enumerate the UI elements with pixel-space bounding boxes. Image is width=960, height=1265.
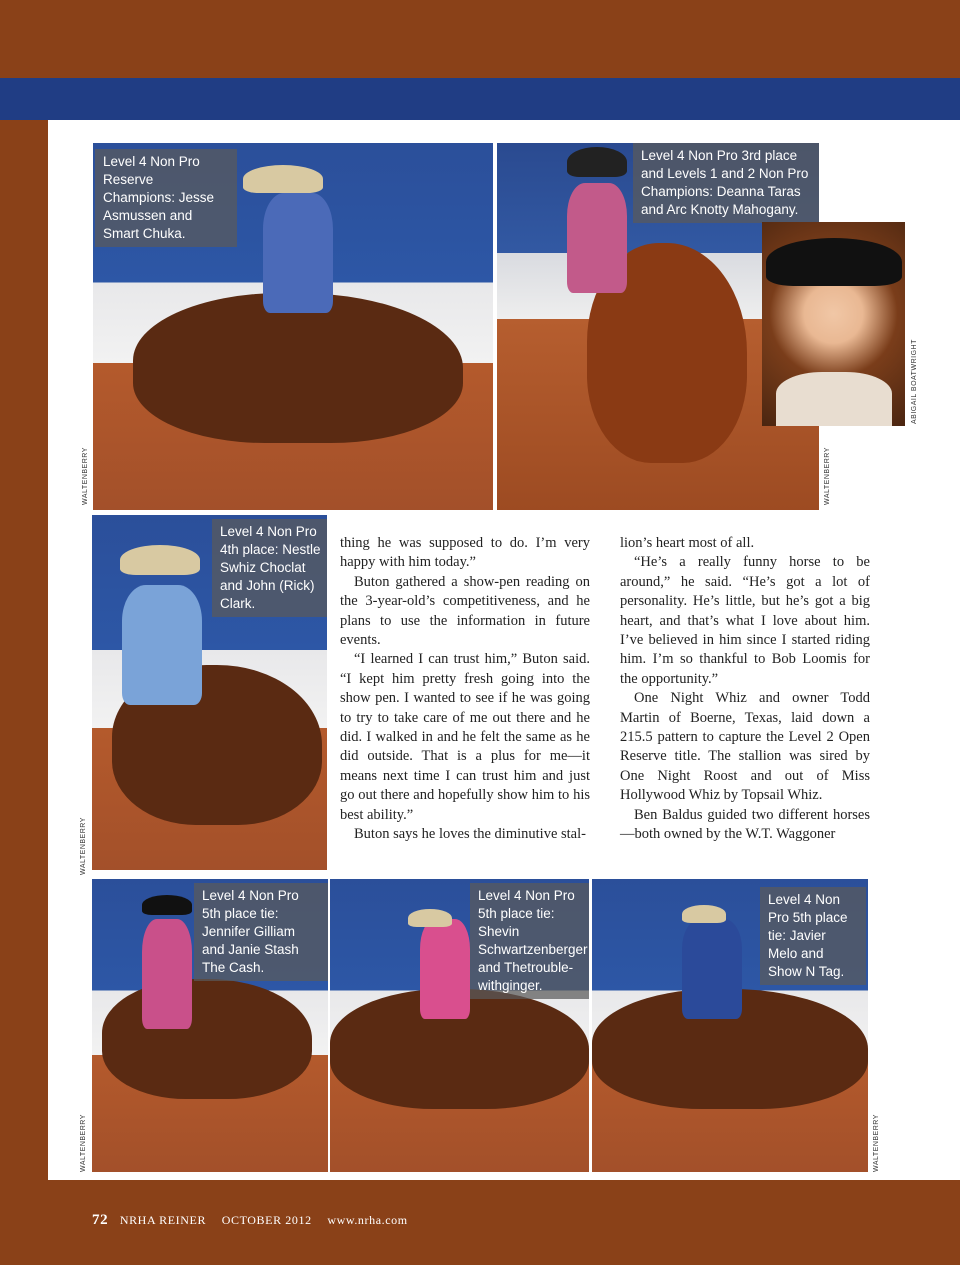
photo-credit: WALTENBERRY [80, 817, 87, 875]
photo-credit: WALTENBERRY [82, 447, 89, 505]
photo-jennifer-gilliam [92, 879, 328, 1172]
photo-credit: WALTENBERRY [80, 1114, 87, 1172]
blue-header-band [0, 78, 960, 120]
top-brown-band [0, 0, 960, 78]
photo-shevin-schwartzenberger [330, 879, 589, 1172]
caption-bottom-1: Level 4 Non Pro 5th place tie: Jennifer Gilliam and Janie Stash The Cash. [194, 883, 328, 981]
paragraph: “He’s a really funny horse to be around,” he said. “He’s got a lot of personality. He’s little, but he’s got a big heart, and that’s what I love about him. I’ve believed in him since I started riding him. I’m so thankful to Bob Loomis for the opportunity.” [620, 554, 870, 687]
photo-javier-melo [592, 879, 868, 1172]
left-brown-margin [0, 120, 48, 1265]
article-column-1 [340, 534, 590, 845]
issue-date: OCTOBER 2012 [221, 1213, 312, 1227]
photo-john-clark [92, 515, 327, 870]
page-number: 72 [92, 1212, 109, 1228]
paragraph: Buton gathered a show-pen reading on the 3-year-old’s competitiveness, and he plans to use the information in future events. [340, 573, 590, 649]
paragraph: lion’s heart most of all. [620, 535, 755, 551]
paragraph: One Night Whiz and owner Todd Martin of Boerne, Texas, laid down a 215.5 pattern to capture the Level 2 Open Reserve title. The stallion was sired by One Night Roost and out of Miss Hollywood Whiz by Topsail Whiz. [620, 690, 870, 804]
article-column-2 [620, 534, 870, 845]
caption-top-right: Level 4 Non Pro 3rd place and Levels 1 and 2 Non Pro Champions: Deanna Taras and Arc Knotty Mahogany. [633, 143, 819, 223]
paragraph: “I learned I can trust him,” Buton said. “I kept him pretty fresh going into the show pen. I wanted to see if he was going to try to take care of me out there and he did. I walked in and he felt the same as he did outside. That is a plus for me—it means next time I can trust him and just go out there and hopefully show him to his best ability.” [340, 651, 590, 823]
paragraph: Ben Baldus guided two different horses—both owned by the W.T. Waggoner [620, 806, 870, 843]
caption-bottom-2: Level 4 Non Pro 5th place tie: Shevin Schwartzenberger and Thetrouble-withginger. [470, 883, 589, 999]
paragraph: thing he was supposed to do. I’m very happy with him today.” [340, 535, 590, 571]
page-footer [92, 1212, 420, 1229]
photo-credit: ABIGAIL BOATWRIGHT [911, 339, 918, 424]
paragraph: Buton says he loves the diminutive stal- [354, 826, 586, 843]
website-link[interactable]: www.nrha.com [327, 1213, 408, 1227]
photo-jesse-asmussen [93, 143, 493, 510]
caption-mid-left: Level 4 Non Pro 4th place: Nestle Swhiz Choclat and John (Rick) Clark. [212, 519, 327, 617]
magazine-name: NRHA REINER [119, 1213, 207, 1227]
photo-credit: WALTENBERRY [824, 447, 831, 505]
photo-credit: WALTENBERRY [873, 1114, 880, 1172]
caption-top-left: Level 4 Non Pro Reserve Champions: Jesse Asmussen and Smart Chuka. [95, 149, 237, 247]
portrait-deanna-taras [762, 222, 905, 426]
caption-bottom-3: Level 4 Non Pro 5th place tie: Javier Melo and Show N Tag. [760, 887, 866, 985]
